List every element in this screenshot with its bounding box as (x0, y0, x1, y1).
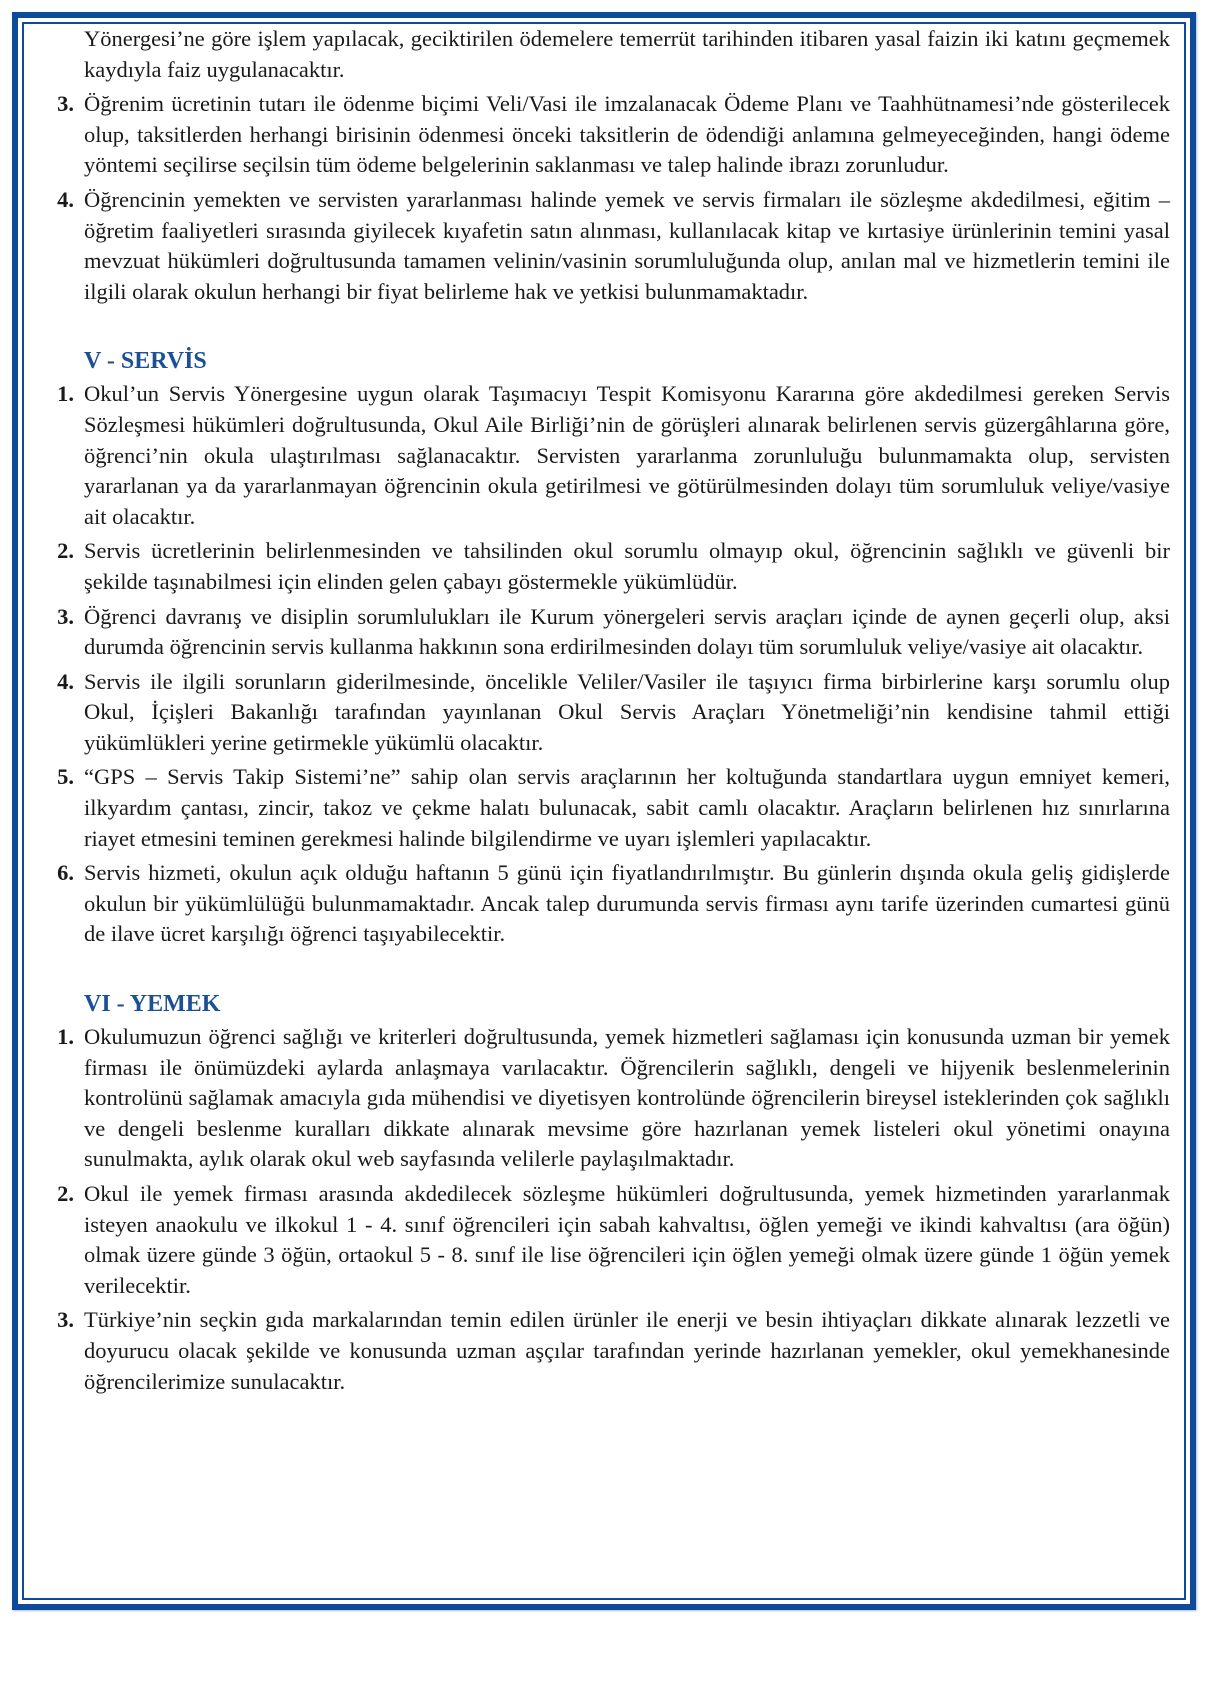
list-item (28, 1305, 1170, 1397)
item-text: Servis hizmeti, okulun açık olduğu haftanın 5 günü için fiyatlandırılmıştır. Bu günlerin dışında okula geliş gidişlerde okulun bir yükümlülüğü bulunmamaktadır. Ancak talep durumunda servis firması aynı tarife üzerinden cumartesi günü de ilave ücret karşılığı öğrenci taşıyabilecektir. (84, 860, 1170, 947)
item-number: 6. (57, 860, 74, 886)
item-number: 3. (57, 91, 74, 117)
list-item (28, 1179, 1170, 1301)
section-heading-yemek: VI - YEMEK (84, 991, 221, 1018)
item-text: Öğrenci davranış ve disiplin sorumlulukları ile Kurum yönergeleri servis araçları içinde de aynen geçerli olup, aksi durumda öğrencinin servis kullanma hakkının sona erdirilmesinden dolayı tüm sorumluluk veliye/vasiye ait olacaktır. (84, 603, 1170, 660)
item-text: Öğrenim ücretinin tutarı ile ödenme biçimi Veli/Vasi ile imzalanacak Ödeme Planı ve Taahhütnamesi’nde gösterilecek olup, taksitlerden herhangi birisinin ödenmesi önceki taksitlerin de ödendiği anlamına gelmeyeceğinden, hangi ödeme yöntemi seçilirse seçilsin tüm ödeme belgelerinin saklanması ve talep halinde ibrazı zorunludur. (84, 91, 1170, 178)
continuation-paragraph: Yönergesi’ne göre işlem yapılacak, geciktirilen ödemelere temerrüt tarihinden itibaren yasal faizin iki katını geçmemek kaydıyla faiz uygulanacaktır. (84, 26, 1170, 82)
list-item (28, 1022, 1170, 1175)
item-number: 2. (57, 538, 74, 564)
item-number: 1. (57, 1024, 74, 1050)
item-text: Okulumuzun öğrenci sağlığı ve kriterleri doğrultusunda, yemek hizmetleri sağlaması için konusunda uzman bir yemek firması ile önümüzdeki aylarda anlaşmaya varılacaktır. Öğrencilerin sağlıklı, dengeli ve hijyenik beslenmelerinin kontrolünü sağlamak amacıyla gıda mühendisi ve diyetisyen kontrolünde öğrencilerin bireysel isteklerinden çok sağlıklı ve dengeli beslenme kuralları dikkate alınarak mevsime göre hazırlanan yemek listeleri okul yönetimi onayına sunulmakta, aylık olarak okul web sayfasında velilerle paylaşılmaktadır. (84, 1024, 1170, 1172)
item-number: 4. (57, 186, 74, 212)
item-number: 1. (57, 381, 74, 407)
item-text: Servis ücretlerinin belirlenmesinden ve tahsilinden okul sorumlu olmayıp okul, öğrencinin sağlıklı ve güvenli bir şekilde taşınabilmesi için elinden gelen çabayı göstermekle yükümlüdür. (84, 538, 1170, 594)
list-item (28, 858, 1170, 950)
document-body (28, 24, 1170, 1401)
list-item (28, 762, 1170, 854)
item-number: 2. (57, 1181, 74, 1206)
item-number: 5. (57, 764, 74, 790)
section-heading-servis: V - SERVİS (84, 348, 207, 375)
item-number: 3. (57, 603, 74, 629)
list-item (28, 89, 1170, 181)
item-number: 3. (57, 1307, 74, 1333)
item-text: Okul’un Servis Yönergesine uygun olarak Taşımacıyı Tespit Komisyonu Kararına göre akdedilmesi gereken Servis Sözleşmesi hükümleri doğrultusunda, Okul Aile Birliği’nin de görüşleri alınarak belirlenen servis güzergâhlarına göre, öğrenci’nin okula ulaştırılması sağlanacaktır. Servisten yararlanma zorunluluğu bulunmamakta olup, servisten yararlanan ya da yararlanmayan öğrencinin okula getirilmesi ve götürülmesinden dolayı tüm sorumluluk veliye/vasiye ait olacaktır. (84, 381, 1170, 529)
item-text: Servis ile ilgili sorunların giderilmesinde, öncelikle Veliler/Vasiler ile taşıyıcı firma birbirlerine karşı sorumlu olup Okul, İçişleri Bakanlığı tarafından yayınlanan Okul Servis Araçları Yönetmeliği’nin kendisine tahmil ettiği yükümlükleri yerine getirmekle yükümlü olacaktır. (84, 668, 1170, 755)
list-item (28, 667, 1170, 759)
list-item (28, 379, 1170, 532)
list-item (28, 602, 1170, 663)
item-number: 4. (57, 668, 74, 694)
item-text: Okul ile yemek firması arasında akdedilecek sözleşme hükümleri doğrultusunda, yemek hizmetinden yararlanmak isteyen anaokulu ve ilkokul 1 - 4. sınıf öğrencileri için sabah kahvaltısı, öğlen yemeği ve ikindi kahvaltısı (ara öğün) olmak üzere günde 3 öğün, ortaokul 5 - 8. sınıf ile lise öğrencileri için öğlen yemeği olmak üzere günde 1 öğün yemek verilecektir. (84, 1181, 1170, 1298)
list-item (28, 185, 1170, 307)
list-item (28, 536, 1170, 597)
item-text: Türkiye’nin seçkin gıda markalarından temin edilen ürünler ile enerji ve besin ihtiyaçları dikkate alınarak lezzetli ve doyurucu olacak şekilde ve konusunda uzman aşçılar tarafından yerinde hazırlanan yemekler, okul yemekhanesinde öğrencilerimize sunulacaktır. (84, 1307, 1170, 1394)
item-text: “GPS – Servis Takip Sistemi’ne” sahip olan servis araçlarının her koltuğunda standartlara uygun emniyet kemeri, ilkyardım çantası, zincir, takoz ve çekme halatı bulunacak, sabit camlı olacaktır. Araçların belirlenen hız sınırlarına riayet etmesini teminen gerekmesi halinde bilgilendirme ve uyarı işlemleri yapılacaktır. (84, 764, 1170, 851)
item-text: Öğrencinin yemekten ve servisten yararlanması halinde yemek ve servis firmaları ile sözleşme akdedilmesi, eğitim – öğretim faaliyetleri sırasında giyilecek kıyafetin satın alınması, kullanılacak kitap ve kırtasiye ürünlerinin temini yasal mevzuat hükümleri doğrultusunda tamamen velinin/vasinin sorumluluğunda olup, anılan mal ve hizmetlerin temini ile ilgili olarak okulun herhangi bir fiyat belirleme hak ve yetkisi bulunmamaktadır. (84, 186, 1170, 304)
